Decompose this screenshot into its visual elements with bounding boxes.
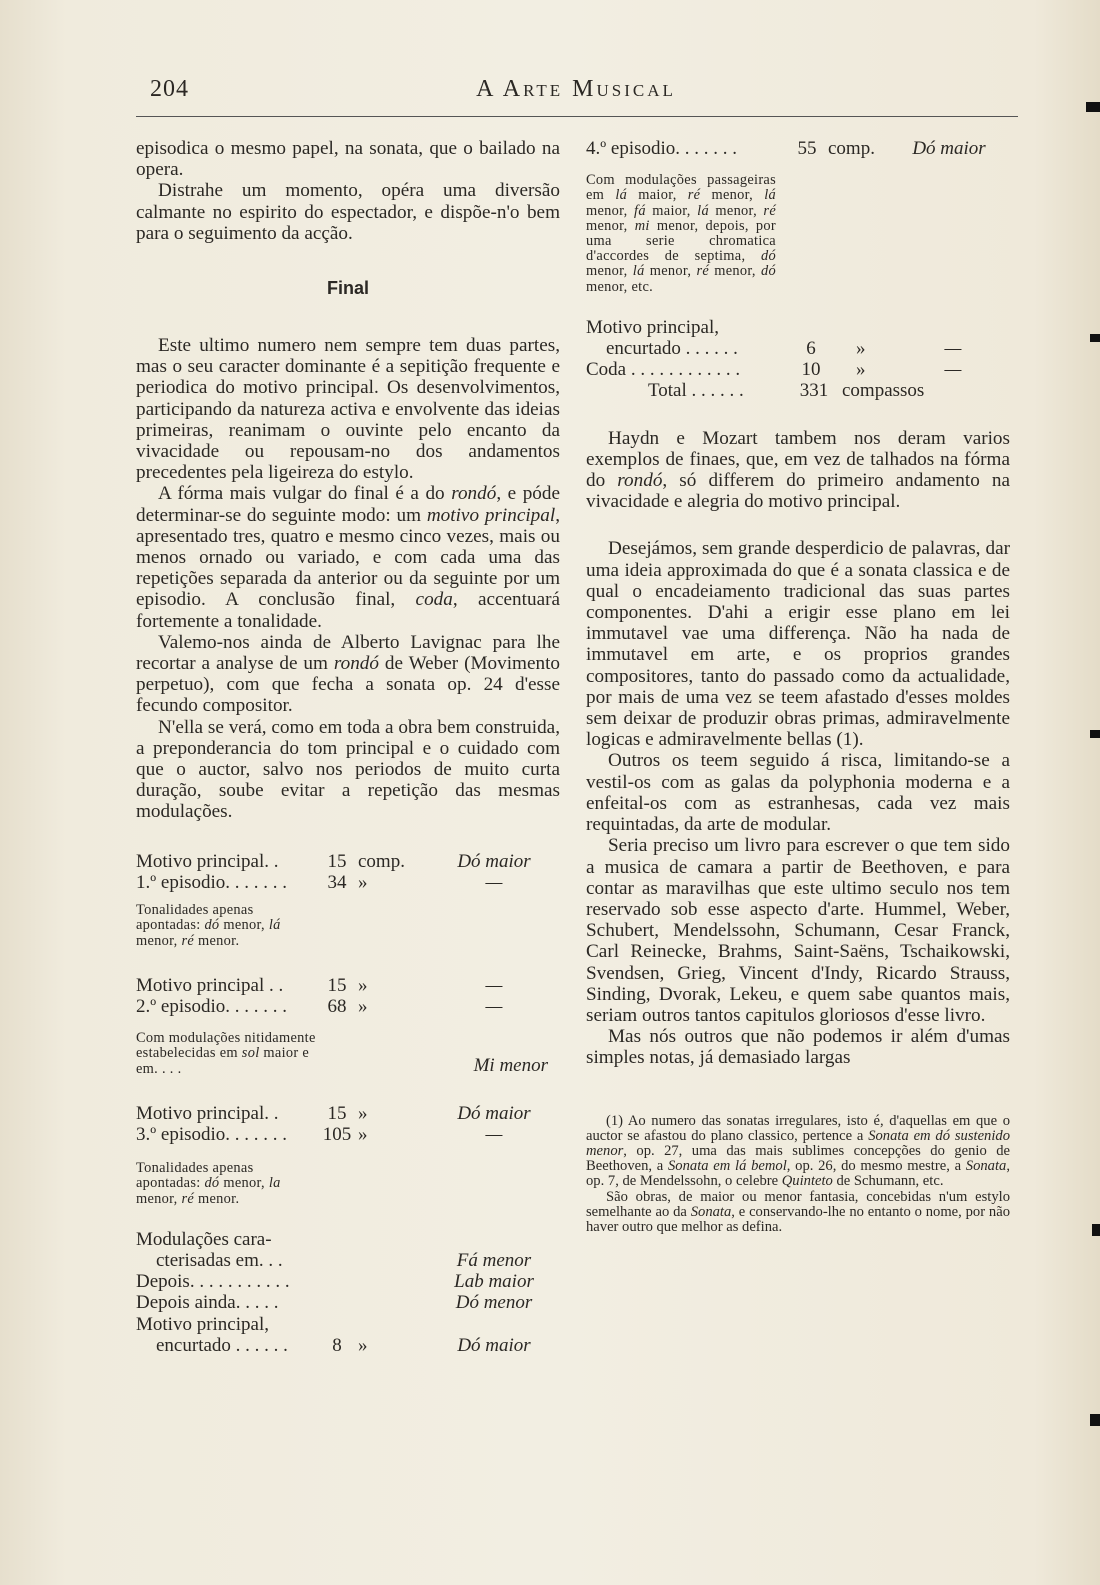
mi-menor-label: Mi menor bbox=[473, 1054, 548, 1076]
edge-mark bbox=[1090, 334, 1100, 342]
table-row: encurtado . . . . . . 6 » — bbox=[606, 338, 962, 360]
paragraph-rondo-form: A fórma mais vulgar do final é a do rondó, e póde determinar-se do seguinte modo: um motivo principal, apresentado tres, quatro e mesmo cinco vezes, mais ou menos ornado ou variado, e com cada uma das repetições separada da anterior ou da seguinte por um episodio. A conclusão final, coda, accentuará fortemente a tonalidade. bbox=[136, 483, 560, 632]
table-row: Depois. . . . . . . . . . . Lab maior bbox=[136, 1271, 534, 1293]
paragraph-outros: Outros os teem seguido á risca, limitando-se a vestil-os com as galas da polyphonia moderna e a enfeital-os com as estranhesas, cada vez mais requintadas, da arte de modular. bbox=[586, 750, 1010, 836]
paragraph-nella: N'ella se verá, como em toda a obra bem construida, a preponderancia do tom principal e o cuidado com que o auctor, salvo nos periodos de muito curta duração, soube evitar a repetição das mesmas modulações. bbox=[136, 716, 560, 823]
page-header bbox=[136, 74, 1016, 108]
analysis-table-1 bbox=[136, 851, 560, 893]
edge-mark bbox=[1092, 1224, 1100, 1236]
note-tonalidades-1: Tonalidades apenas apontadas: dó menor, lá menor, ré menor. bbox=[136, 902, 281, 949]
analysis-table-2 bbox=[136, 975, 560, 1017]
edge-mark bbox=[1090, 1414, 1100, 1426]
header-rule bbox=[136, 116, 1018, 117]
analysis-table-4 bbox=[136, 1229, 560, 1356]
table-row: Modulações cara- bbox=[136, 1228, 272, 1250]
paragraph-episodica: episodica o mesmo papel, na sonata, que o bailado na opera. bbox=[136, 138, 560, 181]
table-row: 3.º episodio. . . . . . . 105 » — bbox=[136, 1123, 503, 1145]
right-column bbox=[586, 138, 1010, 1235]
table-row: 4.º episodio. . . . . . . 55 comp. Dó maior bbox=[586, 138, 986, 159]
journal-title: A Arte Musical bbox=[476, 76, 676, 102]
table-row: Motivo principal, bbox=[136, 1313, 269, 1335]
note-modulacoes: Com modulações nitidamente estabelecidas em sol maior e em. . . . bbox=[136, 1030, 316, 1077]
paragraph-mas-nos: Mas nós outros que não podemos ir além d'umas simples notas, já demasiado largas bbox=[586, 1026, 1010, 1069]
table-row: Motivo principal . . 15 » — bbox=[136, 974, 503, 996]
note-episodio-4: Com modulações passageiras em lá maior, ré menor, lá menor, fá maior, lá menor, ré menor, mi menor, depois, por uma serie chromatica d'accordes de septima, dó menor, lá menor, ré menor, dó menor, etc. bbox=[586, 172, 777, 295]
left-column bbox=[136, 138, 560, 1356]
paragraph-final-intro: Este ultimo numero nem sempre tem duas partes, mas o seu caracter dominante é a sepitição frequente e periodica do motivo principal. Os desenvolvimentos, participando da natureza activa e envolvente das ideias primeiras, reanimam o ouvinte pelo encanto da vivacidade ou repousam-no dos andamentos precedentes pela ligeireza do estylo. bbox=[136, 335, 560, 484]
table-row: 1.º episodio. . . . . . . 34 » — bbox=[136, 871, 503, 893]
table-row: 2.º episodio. . . . . . . 68 » — bbox=[136, 995, 503, 1017]
paragraph-seria-preciso: Seria preciso um livro para escrever o que tem sido a musica de camara a partir de Beethoven, e para contar as maravilhas que este ultimo seculo nos tem reservado sob esse aspecto d'arte. Hummel, Weber, Schubert, Mendelssohn, Schumann, Cesar Franck, Carl Reinecke, Brahms, Saint-Saëns, Tschaikowski, Svendsen, Grieg, Vincent d'Indy, Ricardo Strauss, Sinding, Dvorak, Lekeu, e quem sabe quantos mais, seriam outros tantos capitulos gloriosos d'esse livro. bbox=[586, 835, 1010, 1026]
paragraph-desejamos: Desejámos, sem grande desperdicio de palavras, dar uma ideia approximada do que é a sonata classica e de qual o encadeiamento tradicional das suas partes componentes. D'ahi a erigir esse plano em lei immutavel vae uma differença. Não ha nada de immutavel em arte, e os proprios grandes compositores, tanto do passado como da actualidade, por mais de uma vez se teem afastado d'esses moldes sem deixar de produzir obras primas, admiravelmente logicas e admiravelmente bellas (1). bbox=[586, 538, 1010, 751]
page-number: 204 bbox=[150, 76, 189, 102]
table-row: Motivo principal. . 15 comp. Dó maior bbox=[136, 850, 531, 872]
paragraph-haydn: Haydn e Mozart tambem nos deram varios exemplos de finaes, que, em vez de talhados na fórma do rondó, só differem do primeiro andamento na vivacidade e alegria do motivo principal. bbox=[586, 427, 1011, 513]
edge-mark bbox=[1086, 102, 1100, 112]
table-row: Coda . . . . . . . . . . . . 10 » — bbox=[586, 359, 962, 381]
paragraph-distrahe: Distrahe um momento, opéra uma diversão calmante no espirito do espectador, e dispõe-n'o bem para o seguimento da acção. bbox=[136, 180, 560, 244]
table-row: Depois ainda. . . . . Dó menor bbox=[136, 1292, 533, 1314]
analysis-table-5 bbox=[586, 138, 1010, 159]
table-row: Motivo principal, bbox=[586, 316, 719, 338]
table-row: cterisadas em. . . Fá menor bbox=[156, 1249, 532, 1271]
section-heading-final: Final bbox=[326, 278, 369, 299]
table-row: Motivo principal. . 15 » Dó maior bbox=[136, 1102, 531, 1124]
table-row: encurtado . . . . . . 8 » Dó maior bbox=[156, 1334, 531, 1356]
table-row: Total . . . . . . 331 compassos bbox=[648, 380, 925, 402]
footnote-1-continued: São obras, de maior ou menor fantasia, concebidas n'um estylo semelhante ao da Sonata, e conservando-lhe no entanto o nome, por não haver outro que melhor as defina. bbox=[586, 1188, 1010, 1235]
note-modulacoes-row bbox=[136, 1031, 560, 1077]
paragraph-lavignac: Valemo-nos ainda de Alberto Lavignac para lhe recortar a analyse de um rondó de Weber (Movimento perpetuo), com que fecha a sonata op. 24 d'esse fecundo compositor. bbox=[136, 631, 560, 717]
note-tonalidades-3: Tonalidades apenas apontadas: dó menor, la menor, ré menor. bbox=[136, 1160, 281, 1207]
edge-mark bbox=[1090, 730, 1100, 738]
footnote-1: (1) Ao numero das sonatas irregulares, isto é, d'aquellas em que o auctor se afastou do plano classico, pertence a Sonata em dó sustenido menor, op. 27, uma das mais sublimes concepções do genio de Beethoven, a Sonata em lá bemol, op. 26, do mesmo mestre, a Sonata, op. 7, de Mendelssohn, o celebre Quinteto de Schumann, etc. bbox=[586, 1112, 1010, 1190]
analysis-table-6 bbox=[586, 317, 1010, 402]
analysis-table-3 bbox=[136, 1103, 560, 1145]
